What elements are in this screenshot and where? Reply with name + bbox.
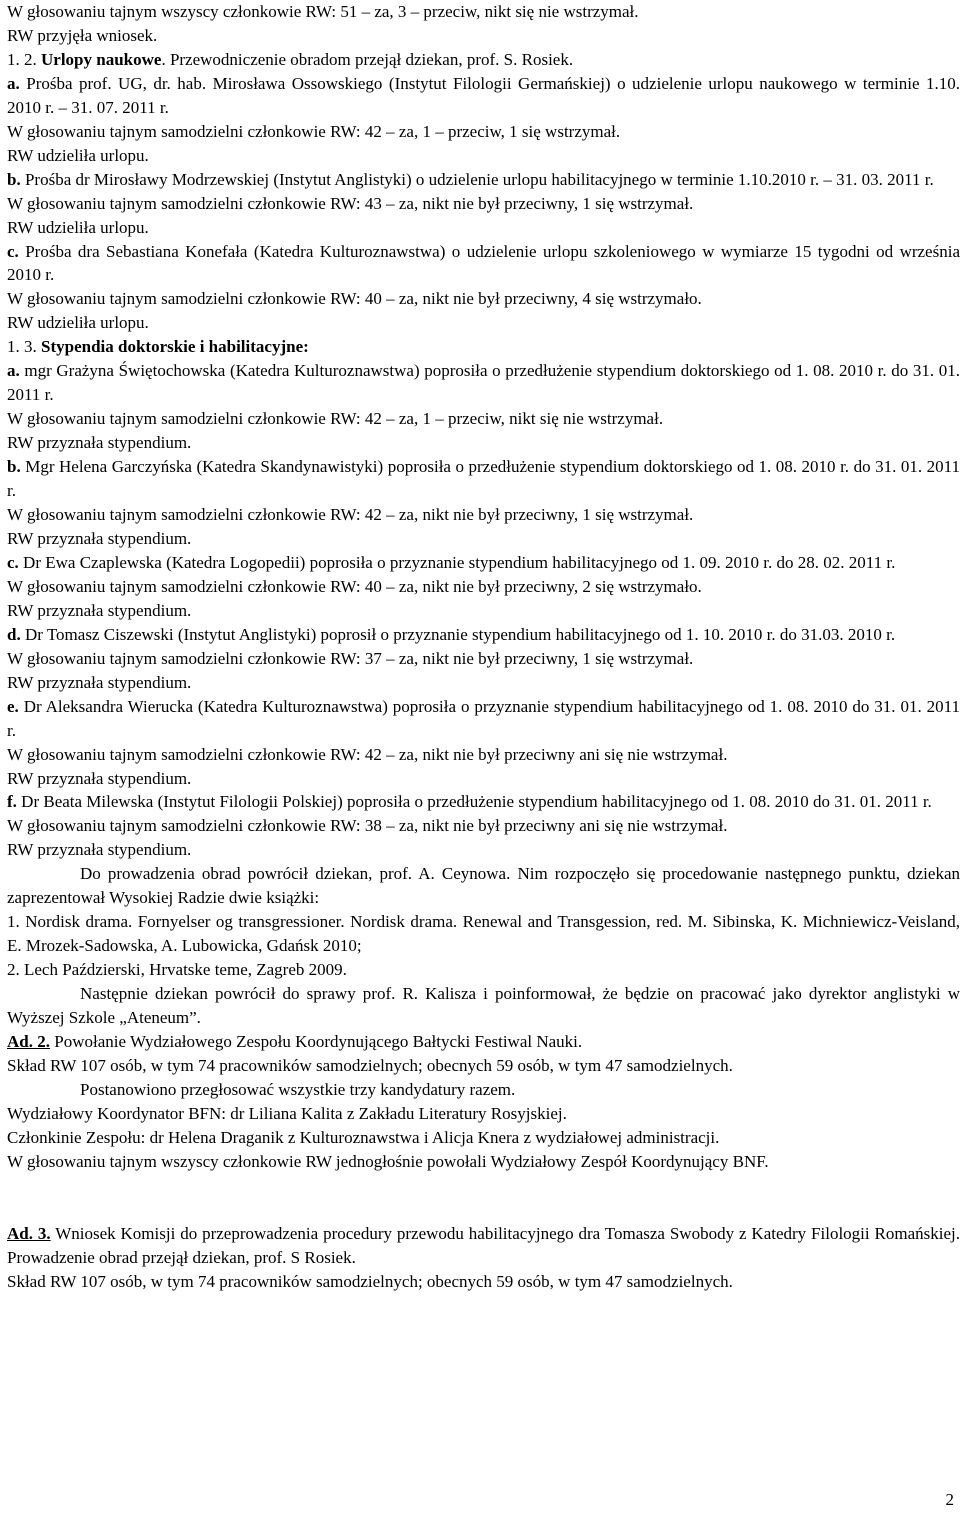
vote-result: W głosowaniu tajnym samodzielni członkowie RW: 42 – za, 1 – przeciw, nikt się nie wstrzymał. — [7, 409, 664, 429]
item-a: a. Prośba prof. UG, dr. hab. Mirosława Ossowskiego (Instytut Filologii Germańskiej) o udzielenie urlopu naukowego w terminie 1.10. 2010 r. – 31. 07. 2011 r. — [7, 73, 960, 117]
resolution: RW udzieliła urlopu. — [7, 145, 149, 165]
vote-result: W głosowaniu tajnym samodzielni członkowie RW: 43 – za, nikt nie był przeciwny, 1 się wstrzymał. — [7, 193, 694, 213]
section-title: Urlopy naukowe — [41, 49, 162, 69]
vote-result: W głosowaniu tajnym samodzielni członkowie RW: 42 – za, 1 – przeciw, 1 się wstrzymał. — [7, 121, 621, 141]
vote-result: W głosowaniu tajnym samodzielni członkowie RW: 38 – za, nikt nie był przeciwny ani się nie wstrzymał. — [7, 816, 728, 836]
council-composition: Skład RW 107 osób, w tym 74 pracowników samodzielnych; obecnych 59 osób, w tym 47 samodzielnych. — [7, 1055, 733, 1075]
decision-text: Postanowiono przegłosować wszystkie trzy kandydatury razem. — [80, 1079, 516, 1099]
stipend-d: d. Dr Tomasz Ciszewski (Instytut Anglistyki) poprosił o przyznanie stypendium habilitacyjnego od 1. 10. 2010 r. do 31.03. 2010 r. — [7, 624, 896, 644]
ad2-heading: Ad. 2. Powołanie Wydziałowego Zespołu Koordynującego Bałtycki Festiwal Nauki. — [7, 1031, 583, 1051]
council-composition: Skład RW 107 osób, w tym 74 pracowników samodzielnych; obecnych 59 osób, w tym 47 samodzielnych. — [7, 1271, 733, 1291]
vote-result: W głosowaniu tajnym samodzielni członkowie RW: 42 – za, nikt nie był przeciwny ani się nie wstrzymał. — [7, 744, 728, 764]
resolution: RW udzieliła urlopu. — [7, 313, 149, 333]
ad3-label: Ad. 3. — [7, 1223, 51, 1243]
resolution: RW przyjęła wniosek. — [7, 25, 158, 45]
ad3-heading: Ad. 3. Wniosek Komisji do przeprowadzenia procedury przewodu habilitacyjnego dra Tomasza Swobody z Katedry Filologii Romańskiej. Prowadzenie obrad przejął dziekan, prof. S Rosiek. — [7, 1223, 960, 1267]
resolution: RW przyznała stypendium. — [7, 528, 192, 548]
team-members-text: Członkinie Zespołu: dr Helena Draganik z Kulturoznawstwa i Alicja Knera z wydziałowej administracji. — [7, 1127, 720, 1147]
resolution: RW przyznała stypendium. — [7, 840, 192, 860]
stipend-b: b. Mgr Helena Garczyńska (Katedra Skandynawistyki) poprosiła o przedłużenie stypendium doktorskiego od 1. 08. 2010 r. do 31. 01. 2011 r. — [7, 457, 960, 501]
stipend-c: c. Dr Ewa Czaplewska (Katedra Logopedii) poprosiła o przyznanie stypendium habilitacyjnego od 1. 09. 2010 r. do 28. 02. 2011 r. — [7, 552, 896, 572]
document-page — [7, 0, 960, 1294]
resolution: RW przyznała stypendium. — [7, 433, 192, 453]
vote-result: W głosowaniu tajnym samodzielni członkowie RW: 42 – za, nikt nie był przeciwny, 1 się wstrzymał. — [7, 505, 694, 525]
item-b: b. Prośba dr Mirosławy Modrzewskiej (Instytut Anglistyki) o udzielenie urlopu habilitacyjnego w terminie 1.10.2010 r. – 31. 03. 2011 r. — [7, 169, 934, 189]
page-number: 2 — [945, 1490, 954, 1509]
resolution: RW udzieliła urlopu. — [7, 217, 149, 237]
section-heading: 1. 2. Urlopy naukowe. Przewodniczenie obradom przejął dziekan, prof. S. Rosiek. — [7, 49, 574, 69]
item-c: c. Prośba dra Sebastiana Konefała (Katedra Kulturoznawstwa) o udzielenie urlopu szkoleniowego w wymiarze 15 tygodni od września 2010 r. — [7, 241, 960, 285]
section-title: Stypendia doktorskie i habilitacyjne: — [41, 337, 309, 357]
resolution: RW przyznała stypendium. — [7, 768, 192, 788]
resolution: RW przyznała stypendium. — [7, 600, 192, 620]
dean-return-paragraph: Do prowadzenia obrad powrócił dziekan, prof. A. Ceynowa. Nim rozpoczęło się procedowanie następnego punktu, dziekan zaprezentował Wysokiej Radzie dwie książki: — [7, 864, 960, 908]
coordinator-text: Wydziałowy Koordynator BFN: dr Liliana Kalita z Zakładu Literatury Rosyjskiej. — [7, 1103, 567, 1123]
ad2-label: Ad. 2. — [7, 1031, 50, 1051]
stipend-f: f. Dr Beata Milewska (Instytut Filologii Polskiej) poprosiła o przedłużenie stypendium habilitacyjnego od 1. 08. 2010 do 31. 01. 2011 r. — [7, 792, 932, 812]
vote-result: W głosowaniu tajnym samodzielni członkowie RW: 40 – za, nikt nie był przeciwny, 2 się wstrzymało. — [7, 576, 702, 596]
book-item: 1. Nordisk drama. Fornyelser og transgressioner. Nordisk drama. Renewal and Transgession, red. M. Sibinska, K. Michniewicz-Veisland, E. Mrozek-Sadowska, A. Lubowicka, Gdańsk 2010; — [7, 912, 960, 956]
vote-result: W głosowaniu tajnym samodzielni członkowie RW: 40 – za, nikt nie był przeciwny, 4 się wstrzymało. — [7, 289, 702, 309]
resolution: RW przyznała stypendium. — [7, 672, 192, 692]
spacer — [7, 1174, 960, 1222]
vote-result: W głosowaniu tajnym wszyscy członkowie RW: 51 – za, 3 – przeciw, nikt się nie wstrzymał. — [7, 2, 639, 21]
vote-result: W głosowaniu tajnym samodzielni członkowie RW: 37 – za, nikt nie był przeciwny, 1 się wstrzymał. — [7, 648, 694, 668]
kalisz-paragraph: Następnie dziekan powrócił do sprawy prof. R. Kalisza i poinformował, że będzie on pracować jako dyrektor anglistyki w Wyższej Szkole „Ateneum”. — [7, 984, 960, 1028]
stipend-e: e. Dr Aleksandra Wierucka (Katedra Kulturoznawstwa) poprosiła o przyznanie stypendium habilitacyjnego od 1. 08. 2010 do 31. 01. 2011 r. — [7, 696, 960, 740]
vote-result: W głosowaniu tajnym wszyscy członkowie RW jednogłośnie powołali Wydziałowy Zespół Koordynujący BNF. — [7, 1151, 769, 1171]
stipend-a: a. mgr Grażyna Świętochowska (Katedra Kulturoznawstwa) poprosiła o przedłużenie stypendium doktorskiego od 1. 08. 2010 r. do 31. 01. 2011 r. — [7, 361, 960, 405]
section-heading: 1. 3. Stypendia doktorskie i habilitacyjne: — [7, 337, 309, 357]
book-item: 2. Lech Paździerski, Hrvatske teme, Zagreb 2009. — [7, 960, 347, 980]
